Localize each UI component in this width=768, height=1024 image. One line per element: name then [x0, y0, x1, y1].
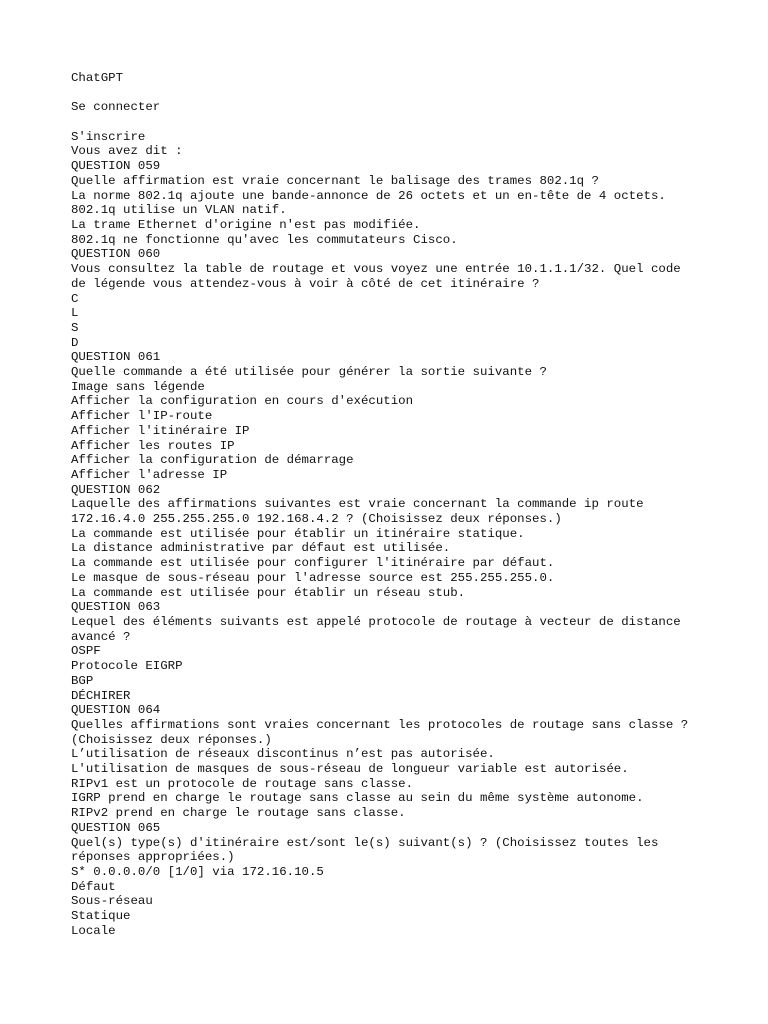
- question-line: L’utilisation de réseaux discontinus n’est pas autorisée.: [71, 747, 495, 762]
- question-block: [71, 821, 711, 939]
- question-line: S* 0.0.0.0/0 [1/0] via 172.16.10.5: [71, 864, 324, 879]
- question-line: S: [71, 320, 79, 335]
- question-line: Statique: [71, 909, 131, 924]
- question-line: Image sans légende: [71, 379, 205, 394]
- question-block: [71, 159, 711, 247]
- question-heading: QUESTION 064: [71, 703, 161, 718]
- question-block: [71, 247, 711, 350]
- question-line: de légende vous attendez-vous à voir à côté de cet itinéraire ?: [71, 276, 540, 291]
- brand-link[interactable]: ChatGPT: [71, 71, 124, 85]
- questions-list: [71, 159, 711, 938]
- question-block: [71, 703, 711, 821]
- question-heading: QUESTION 062: [71, 482, 161, 497]
- question-line: 172.16.4.0 255.255.255.0 192.168.4.2 ? (Choisissez deux réponses.): [71, 512, 562, 527]
- question-line: Afficher l'itinéraire IP: [71, 423, 250, 438]
- question-line: La distance administrative par défaut est utilisée.: [71, 541, 451, 556]
- question-line: Protocole EIGRP: [71, 659, 183, 674]
- question-line: C: [71, 291, 79, 306]
- question-text: Laquelle des affirmations suivantes est vraie concernant la commande ip route: [71, 497, 644, 512]
- question-line: avancé ?: [71, 629, 131, 644]
- question-text: Quel(s) type(s) d'itinéraire est/sont le(s) suivant(s) ? (Choisissez toutes les: [71, 835, 659, 850]
- question-block: [71, 600, 711, 703]
- question-heading: QUESTION 065: [71, 820, 161, 835]
- question-heading: QUESTION 060: [71, 247, 161, 262]
- question-line: La trame Ethernet d'origine n'est pas modifiée.: [71, 218, 421, 232]
- spacer: [71, 115, 711, 130]
- intro-text: Vous avez dit :: [71, 144, 183, 159]
- question-line: Locale: [71, 923, 116, 938]
- question-block: [71, 350, 711, 482]
- question-line: Afficher les routes IP: [71, 438, 235, 453]
- question-line: Afficher l'adresse IP: [71, 467, 228, 482]
- question-line: Afficher l'IP-route: [71, 409, 213, 424]
- question-line: 802.1q utilise un VLAN natif.: [71, 203, 287, 218]
- question-line: Afficher la configuration de démarrage: [71, 453, 354, 468]
- question-line: 802.1q ne fonctionne qu'avec les commutateurs Cisco.: [71, 232, 458, 247]
- question-line: réponses appropriées.): [71, 850, 235, 865]
- question-line: IGRP prend en charge le routage sans classe au sein du même système autonome.: [71, 791, 644, 806]
- question-text: Quelle affirmation est vraie concernant le balisage des trames 802.1q ?: [71, 173, 599, 188]
- question-heading: QUESTION 059: [71, 159, 161, 174]
- question-line: DÉCHIRER: [71, 688, 131, 703]
- signup-link[interactable]: S'inscrire: [71, 129, 146, 144]
- question-line: OSPF: [71, 644, 101, 659]
- question-text: Lequel des éléments suivants est appelé protocole de routage à vecteur de distance: [71, 614, 681, 629]
- question-line: RIPv1 est un protocole de routage sans classe.: [71, 776, 414, 791]
- question-line: La commande est utilisée pour établir un itinéraire statique.: [71, 526, 525, 541]
- question-heading: QUESTION 061: [71, 350, 161, 365]
- question-line: L'utilisation de masques de sous-réseau de longueur variable est autorisée.: [71, 762, 629, 777]
- question-block: [71, 483, 711, 601]
- login-link[interactable]: Se connecter: [71, 100, 161, 115]
- question-line: Sous-réseau: [71, 894, 153, 909]
- question-heading: QUESTION 063: [71, 600, 161, 615]
- question-line: D: [71, 335, 79, 350]
- question-line: L: [71, 306, 79, 321]
- question-line: BGP: [71, 673, 94, 688]
- spacer: [71, 86, 711, 101]
- question-line: La norme 802.1q ajoute une bande-annonce de 26 octets et un en-tête de 4 octets.: [71, 188, 666, 203]
- question-line: (Choisissez deux réponses.): [71, 732, 272, 747]
- question-line: Afficher la configuration en cours d'exécution: [71, 394, 414, 409]
- question-line: La commande est utilisée pour configurer l'itinéraire par défaut.: [71, 556, 555, 571]
- question-line: RIPv2 prend en charge le routage sans classe.: [71, 806, 406, 821]
- question-text: Quelle commande a été utilisée pour générer la sortie suivante ?: [71, 365, 547, 380]
- question-text: Vous consultez la table de routage et vous voyez une entrée 10.1.1.1/32. Quel code: [71, 262, 681, 277]
- question-line: La commande est utilisée pour établir un réseau stub.: [71, 585, 466, 600]
- question-text: Quelles affirmations sont vraies concernant les protocoles de routage sans classe ?: [71, 717, 689, 732]
- document-page: [71, 71, 711, 938]
- question-line: Défaut: [71, 879, 116, 894]
- question-line: Le masque de sous-réseau pour l'adresse source est 255.255.255.0.: [71, 570, 555, 585]
